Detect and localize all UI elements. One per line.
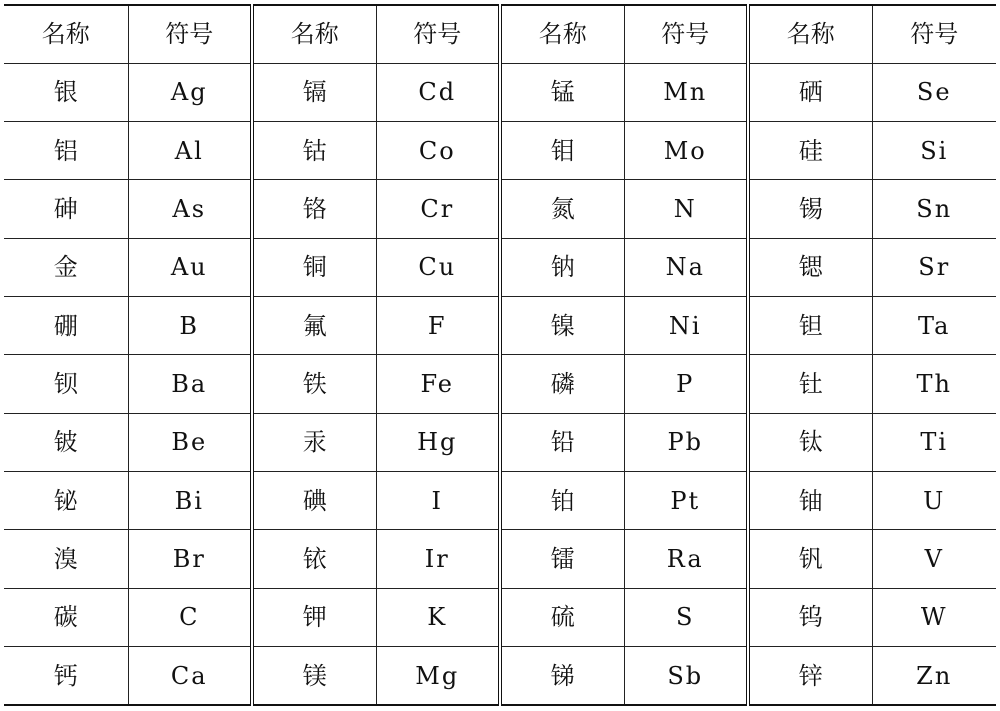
name-cell: 氟 bbox=[252, 296, 376, 354]
name-cell: 氮 bbox=[500, 180, 624, 238]
table-row bbox=[4, 472, 996, 530]
name-cell: 碘 bbox=[252, 472, 376, 530]
table-row bbox=[4, 647, 996, 705]
name-cell: 铀 bbox=[748, 472, 872, 530]
symbol-cell: Cr bbox=[376, 180, 500, 238]
symbol-cell: C bbox=[128, 588, 252, 646]
header-symbol-4: 符号 bbox=[872, 5, 996, 63]
symbol-cell: Zn bbox=[872, 647, 996, 705]
header-name-1: 名称 bbox=[4, 5, 128, 63]
symbol-cell: W bbox=[872, 588, 996, 646]
name-cell: 钛 bbox=[748, 413, 872, 471]
symbol-cell: K bbox=[376, 588, 500, 646]
symbol-cell: I bbox=[376, 472, 500, 530]
header-name-4: 名称 bbox=[748, 5, 872, 63]
symbol-cell: Mn bbox=[624, 63, 748, 121]
symbol-cell: U bbox=[872, 472, 996, 530]
name-cell: 锑 bbox=[500, 647, 624, 705]
symbol-cell: Be bbox=[128, 413, 252, 471]
header-name-3: 名称 bbox=[500, 5, 624, 63]
name-cell: 铁 bbox=[252, 355, 376, 413]
name-cell: 硅 bbox=[748, 121, 872, 179]
element-symbol-table bbox=[4, 4, 996, 706]
name-cell: 铂 bbox=[500, 472, 624, 530]
symbol-cell: Cu bbox=[376, 238, 500, 296]
table-row bbox=[4, 413, 996, 471]
symbol-cell: Pb bbox=[624, 413, 748, 471]
table-row bbox=[4, 63, 996, 121]
name-cell: 钍 bbox=[748, 355, 872, 413]
symbol-cell: Co bbox=[376, 121, 500, 179]
symbol-cell: As bbox=[128, 180, 252, 238]
name-cell: 硒 bbox=[748, 63, 872, 121]
table-row bbox=[4, 530, 996, 588]
name-cell: 铍 bbox=[4, 413, 128, 471]
name-cell: 溴 bbox=[4, 530, 128, 588]
header-symbol-2: 符号 bbox=[376, 5, 500, 63]
name-cell: 钡 bbox=[4, 355, 128, 413]
symbol-cell: Na bbox=[624, 238, 748, 296]
symbol-cell: Bi bbox=[128, 472, 252, 530]
name-cell: 银 bbox=[4, 63, 128, 121]
symbol-cell: S bbox=[624, 588, 748, 646]
name-cell: 铅 bbox=[500, 413, 624, 471]
symbol-cell: Ir bbox=[376, 530, 500, 588]
table-body bbox=[4, 63, 996, 705]
symbol-cell: Sr bbox=[872, 238, 996, 296]
symbol-cell: Mo bbox=[624, 121, 748, 179]
name-cell: 汞 bbox=[252, 413, 376, 471]
symbol-cell: Au bbox=[128, 238, 252, 296]
name-cell: 镉 bbox=[252, 63, 376, 121]
name-cell: 金 bbox=[4, 238, 128, 296]
symbol-cell: Ag bbox=[128, 63, 252, 121]
table-header bbox=[4, 5, 996, 63]
symbol-cell: Ni bbox=[624, 296, 748, 354]
symbol-cell: Fe bbox=[376, 355, 500, 413]
name-cell: 铬 bbox=[252, 180, 376, 238]
table-row bbox=[4, 296, 996, 354]
symbol-cell: Si bbox=[872, 121, 996, 179]
name-cell: 钼 bbox=[500, 121, 624, 179]
name-cell: 硼 bbox=[4, 296, 128, 354]
name-cell: 硫 bbox=[500, 588, 624, 646]
name-cell: 钨 bbox=[748, 588, 872, 646]
name-cell: 铋 bbox=[4, 472, 128, 530]
name-cell: 砷 bbox=[4, 180, 128, 238]
name-cell: 铝 bbox=[4, 121, 128, 179]
name-cell: 钒 bbox=[748, 530, 872, 588]
symbol-cell: Se bbox=[872, 63, 996, 121]
symbol-cell: Ta bbox=[872, 296, 996, 354]
symbol-cell: Cd bbox=[376, 63, 500, 121]
symbol-cell: F bbox=[376, 296, 500, 354]
name-cell: 铱 bbox=[252, 530, 376, 588]
header-symbol-1: 符号 bbox=[128, 5, 252, 63]
name-cell: 镁 bbox=[252, 647, 376, 705]
name-cell: 钽 bbox=[748, 296, 872, 354]
name-cell: 铜 bbox=[252, 238, 376, 296]
name-cell: 锶 bbox=[748, 238, 872, 296]
table-row bbox=[4, 121, 996, 179]
name-cell: 钴 bbox=[252, 121, 376, 179]
name-cell: 锡 bbox=[748, 180, 872, 238]
symbol-cell: Sn bbox=[872, 180, 996, 238]
symbol-cell: Pt bbox=[624, 472, 748, 530]
header-row bbox=[4, 5, 996, 63]
name-cell: 钙 bbox=[4, 647, 128, 705]
header-symbol-3: 符号 bbox=[624, 5, 748, 63]
symbol-cell: Hg bbox=[376, 413, 500, 471]
symbol-cell: Al bbox=[128, 121, 252, 179]
symbol-cell: V bbox=[872, 530, 996, 588]
table-row bbox=[4, 355, 996, 413]
table-row bbox=[4, 238, 996, 296]
name-cell: 锰 bbox=[500, 63, 624, 121]
symbol-cell: N bbox=[624, 180, 748, 238]
name-cell: 磷 bbox=[500, 355, 624, 413]
symbol-cell: P bbox=[624, 355, 748, 413]
name-cell: 锌 bbox=[748, 647, 872, 705]
symbol-cell: Ra bbox=[624, 530, 748, 588]
symbol-cell: Ti bbox=[872, 413, 996, 471]
name-cell: 钠 bbox=[500, 238, 624, 296]
table-row bbox=[4, 588, 996, 646]
symbol-cell: Th bbox=[872, 355, 996, 413]
name-cell: 镍 bbox=[500, 296, 624, 354]
name-cell: 镭 bbox=[500, 530, 624, 588]
name-cell: 钾 bbox=[252, 588, 376, 646]
symbol-cell: Mg bbox=[376, 647, 500, 705]
symbol-cell: Ba bbox=[128, 355, 252, 413]
symbol-cell: Sb bbox=[624, 647, 748, 705]
symbol-cell: Ca bbox=[128, 647, 252, 705]
header-name-2: 名称 bbox=[252, 5, 376, 63]
name-cell: 碳 bbox=[4, 588, 128, 646]
symbol-cell: Br bbox=[128, 530, 252, 588]
symbol-cell: B bbox=[128, 296, 252, 354]
table-row bbox=[4, 180, 996, 238]
